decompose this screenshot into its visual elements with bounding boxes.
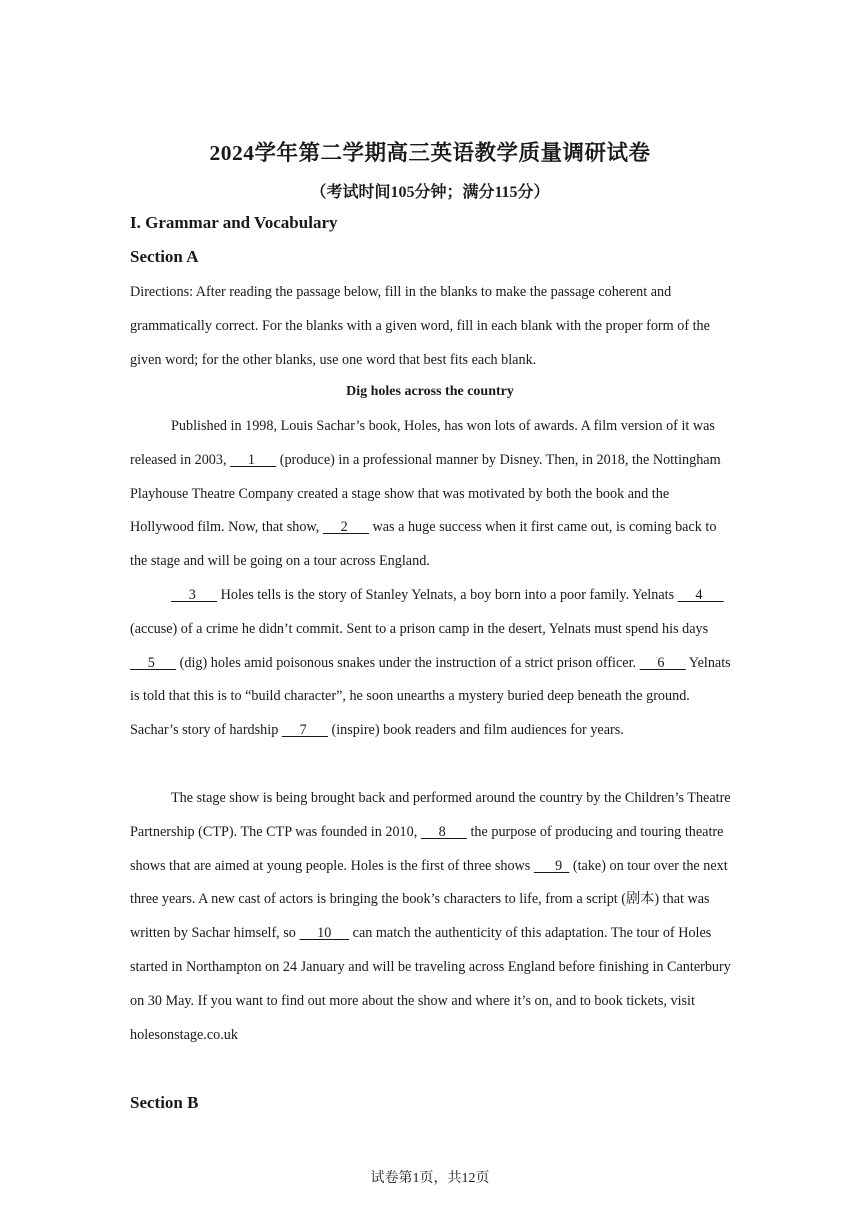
blank-3[interactable]: 3 (171, 587, 218, 603)
blank-2[interactable]: 2 (322, 519, 369, 536)
blank-8[interactable]: 8 (420, 823, 467, 840)
directions-text: Directions: After reading the passage below, fill in the blanks to make the passage coherent and grammatically correct. For the blanks with a given word, fill in each blank with the proper form of the given word; for the other blanks, use one word that best fits each blank. (130, 284, 710, 368)
blank-5[interactable]: 5 (130, 654, 177, 671)
p2-text-3: (dig) holes amid poisonous snakes under the instruction of a strict prison officer. (179, 654, 637, 671)
p1-text-3: was a huge success when it first came out, is coming back to the stage and will be going on a tour across England. (130, 519, 717, 570)
p3-text-4: can match the authenticity of this adaptation. The tour of Holes started in Northampton on 24 January and will be traveling across England before finishing in Canterbury on 30 May. If you want to find out more about the show and where it’s on, and to book tickets, visit holesonstage.co.uk (130, 925, 731, 1043)
p2-text-1: Holes tells is the story of Stanley Yelnats, a boy born into a poor family. Yelnats (220, 587, 675, 603)
p3-text-2: the purpose of producing and touring theatre shows that are aimed at young people. Holes is the first of three shows (130, 823, 724, 874)
paragraph-1 (130, 410, 732, 579)
p1-text-2: (produce) in a professional manner by Disney. Then, in 2018, the Nottingham Playhouse Theatre Company created a stage show that was motivated by both the book and the Hollywood film. Now, that show, (130, 451, 721, 536)
paragraph-3 (130, 782, 732, 1052)
part-heading: I. Grammar and Vocabulary (130, 213, 338, 232)
blank-6[interactable]: 6 (639, 654, 686, 671)
paragraph-2 (130, 579, 732, 748)
p3-text-1: The stage show is being brought back and performed around the country by the Children’s Theatre Partnership (CTP). The CTP was founded in 2010, (130, 790, 731, 840)
p2-text-5: (inspire) book readers and film audiences for years. (331, 722, 624, 739)
blank-10[interactable]: 10 (299, 925, 350, 942)
blank-9[interactable]: 9 (533, 857, 570, 874)
blank-1[interactable]: 1 (230, 451, 277, 468)
p3-text-3: (take) on tour over the next three years. A new cast of actors is bringing the book’s characters to life, from a script (剧本) that was written by Sachar himself, so (130, 857, 728, 942)
exam-subtitle: （考试时间105分钟；满分115分） (310, 184, 550, 201)
p2-text-4: Yelnats is told that this is to “build character”, he soon unearths a mystery buried deep beneath the ground. Sachar’s story of hardship (130, 654, 731, 739)
page-footer: 试卷第1页，共12页 (370, 1171, 490, 1186)
blank-4[interactable]: 4 (677, 587, 724, 603)
section-a-heading: Section A (130, 247, 199, 266)
p2-text-2: (accuse) of a crime he didn’t commit. Sent to a prison camp in the desert, Yelnats must spend his days (130, 620, 709, 637)
section-b-heading: Section B (130, 1093, 199, 1112)
blank-7[interactable]: 7 (281, 722, 328, 739)
exam-title: 2024学年第二学期高三英语教学质量调研试卷 (209, 141, 651, 165)
p1-text-1: Published in 1998, Louis Sachar’s book, Holes, has won lots of awards. A film version of it was released in 2003, (130, 418, 715, 468)
passage-title: Dig holes across the country (346, 384, 514, 399)
